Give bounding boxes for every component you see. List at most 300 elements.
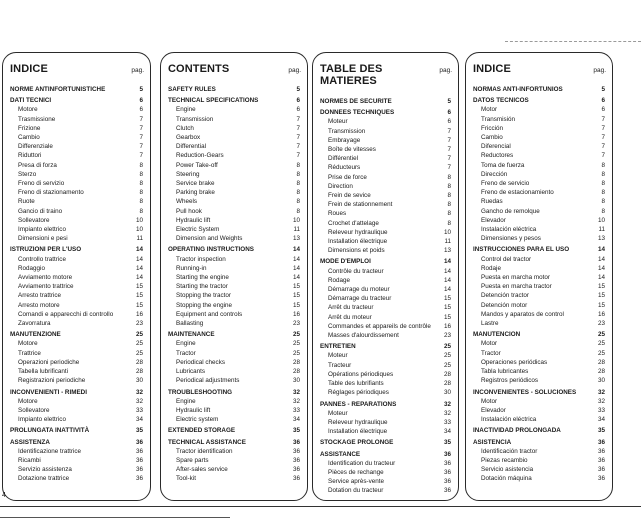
toc-entry-label: Contrôle du tracteur bbox=[328, 267, 384, 275]
toc-entry-label: ASSISTENZA bbox=[10, 438, 50, 446]
toc-entry-label: Releveur hydraulique bbox=[328, 228, 388, 236]
toc-entry-page: 8 bbox=[447, 219, 451, 227]
toc-item bbox=[473, 216, 606, 225]
toc-entry-label: Rodaggio bbox=[18, 264, 45, 272]
toc-entry-page: 32 bbox=[597, 388, 605, 396]
toc-entry-label: Wheels bbox=[176, 198, 197, 206]
toc-section bbox=[320, 97, 452, 106]
toc-entry-label: Réglages périodiques bbox=[328, 389, 389, 397]
toc-entry-label: Motor bbox=[481, 340, 498, 348]
toc-entry-page: 14 bbox=[597, 255, 605, 263]
toc-entry-label: Dotación máquina bbox=[481, 475, 532, 483]
toc-entry-page: 8 bbox=[139, 189, 143, 197]
toc-item bbox=[473, 133, 606, 142]
toc-item bbox=[320, 486, 452, 495]
toc-item bbox=[320, 209, 452, 218]
toc-entry-label: ENTRETIEN bbox=[320, 343, 356, 351]
toc-entry-page: 36 bbox=[597, 447, 605, 455]
toc-entry-page: 36 bbox=[443, 468, 451, 476]
toc-entry-label: Toma de fuerza bbox=[481, 161, 525, 169]
toc-item bbox=[168, 376, 301, 385]
toc-item bbox=[473, 151, 606, 160]
toc-entry-label: Operaciones periódicas bbox=[481, 358, 548, 366]
toc-entry-label: DATOS TECNICOS bbox=[473, 97, 529, 105]
toc-entry-label: Transmisión bbox=[481, 115, 516, 123]
toc-item bbox=[10, 358, 144, 367]
toc-item bbox=[10, 301, 144, 310]
toc-entry-label: NORME ANTINFORTUNISTICHE bbox=[10, 86, 106, 93]
toc-entry-page: 16 bbox=[135, 310, 143, 318]
toc-entry-label: Engine bbox=[176, 397, 196, 405]
toc-item bbox=[320, 127, 452, 136]
toc-entry-label: Transmission bbox=[328, 127, 366, 135]
toc-section bbox=[168, 85, 301, 94]
toc-item bbox=[473, 273, 606, 282]
toc-item bbox=[473, 291, 606, 300]
toc-item bbox=[168, 179, 301, 188]
toc-item bbox=[10, 197, 144, 206]
toc-entry-page: 5 bbox=[447, 98, 451, 105]
toc-item bbox=[168, 447, 301, 456]
toc-entry-label: Periodical adjustments bbox=[176, 377, 240, 385]
toc-entry-page: 15 bbox=[292, 292, 300, 300]
toc-entry-page: 25 bbox=[443, 352, 451, 360]
toc-entry-page: 8 bbox=[601, 161, 605, 169]
toc-item bbox=[10, 151, 144, 160]
toc-entry-label: Identification du tracteur bbox=[328, 459, 396, 467]
toc-entry-label: Dimension and Weights bbox=[176, 235, 243, 243]
toc-item bbox=[10, 397, 144, 406]
toc-entry-label: SAFETY RULES bbox=[168, 86, 216, 93]
toc-item bbox=[10, 291, 144, 300]
toc-item bbox=[10, 456, 144, 465]
toc-entry-page: 8 bbox=[139, 161, 143, 169]
toc-entry-label: Control del tractor bbox=[481, 255, 532, 263]
toc-entry-label: EXTENDED STORAGE bbox=[168, 427, 236, 435]
toc-entry-label: Crochet d'attelage bbox=[328, 219, 379, 227]
toc-entry-page: 6 bbox=[296, 106, 300, 114]
toc-entry-label: Operazioni periodiche bbox=[18, 358, 80, 366]
toc-item bbox=[10, 415, 144, 424]
toc-entry-label: Power Take-off bbox=[176, 161, 218, 169]
toc-item bbox=[320, 351, 452, 360]
toc-entry-page: 15 bbox=[292, 301, 300, 309]
toc-entry-label: Engine bbox=[176, 340, 196, 348]
toc-entry-page: 30 bbox=[443, 389, 451, 397]
toc-entry-page: 8 bbox=[296, 161, 300, 169]
toc-item bbox=[473, 234, 606, 243]
toc-entry-page: 8 bbox=[296, 189, 300, 197]
toc-entry-page: 35 bbox=[443, 439, 451, 447]
toc-entry-page: 8 bbox=[447, 201, 451, 209]
toc-item bbox=[320, 331, 452, 340]
toc-item bbox=[320, 322, 452, 331]
toc-entry-page: 8 bbox=[139, 180, 143, 188]
toc-section bbox=[10, 388, 144, 397]
toc-item bbox=[320, 388, 452, 397]
toc-item bbox=[168, 291, 301, 300]
toc-item bbox=[320, 418, 452, 427]
toc-item bbox=[473, 105, 606, 114]
toc-entry-page: 23 bbox=[443, 332, 451, 340]
toc-entry-page: 14 bbox=[135, 274, 143, 282]
toc-item bbox=[168, 358, 301, 367]
toc-entry-page: 34 bbox=[597, 416, 605, 424]
toc-entry-page: 14 bbox=[597, 264, 605, 272]
toc-entry-label: Tabella lubrificanti bbox=[18, 368, 69, 376]
toc-entry-label: Starting the tractor bbox=[176, 283, 228, 291]
toc-item bbox=[168, 339, 301, 348]
toc-entry-page: 11 bbox=[136, 235, 143, 243]
toc-item bbox=[168, 282, 301, 291]
toc-item bbox=[320, 313, 452, 322]
toc-entry-page: 7 bbox=[139, 152, 143, 160]
toc-item bbox=[320, 267, 452, 276]
toc-entry-label: Puesta en marcha tractor bbox=[481, 283, 552, 291]
toc-entry-page: 8 bbox=[139, 198, 143, 206]
toc-item bbox=[10, 124, 144, 133]
toc-entry-page: 15 bbox=[597, 292, 605, 300]
toc-item bbox=[10, 264, 144, 273]
toc-section bbox=[10, 426, 144, 435]
toc-entry-page: 7 bbox=[296, 143, 300, 151]
toc-entry-label: Zavorratura bbox=[18, 320, 51, 328]
toc-item bbox=[320, 219, 452, 228]
toc-entry-page: 14 bbox=[292, 246, 300, 254]
toc-entry-page: 25 bbox=[135, 331, 143, 339]
toc-entry-label: Transmission bbox=[176, 115, 214, 123]
toc-entry-label: Frizione bbox=[18, 124, 41, 132]
toc-entry-page: 7 bbox=[447, 136, 451, 144]
toc-section bbox=[168, 330, 301, 339]
toc-entry-page: 14 bbox=[597, 246, 605, 254]
toc-entry-label: PROLUNGATA INATTIVITÀ bbox=[10, 427, 90, 435]
toc-entry-label: Periodical checks bbox=[176, 358, 225, 366]
toc-entry-label: Frein de stationnement bbox=[328, 201, 393, 209]
toc-entry-page: 16 bbox=[443, 322, 451, 330]
toc-entry-page: 7 bbox=[601, 134, 605, 142]
toc-entry-label: Registros periódicos bbox=[481, 377, 539, 385]
toc-entry-page: 6 bbox=[601, 106, 605, 114]
toc-section bbox=[10, 245, 144, 254]
toc-entry-label: Impianto elettrico bbox=[18, 226, 66, 234]
toc-section bbox=[10, 85, 144, 94]
toc-item bbox=[473, 197, 606, 206]
toc-item bbox=[473, 142, 606, 151]
toc-entry-label: Dotation du tracteur bbox=[328, 487, 384, 495]
toc-entry-label: Masses d'alourdissement bbox=[328, 332, 399, 340]
toc-section bbox=[168, 426, 301, 435]
toc-entry-page: 7 bbox=[139, 134, 143, 142]
toc-entry-label: Instalación eléctrica bbox=[481, 226, 537, 234]
toc-item bbox=[168, 310, 301, 319]
toc-item bbox=[473, 358, 606, 367]
toc-entry-page: 14 bbox=[135, 255, 143, 263]
toc-entry-label: Sollevatore bbox=[18, 406, 50, 414]
toc-entry-page: 28 bbox=[292, 368, 300, 376]
toc-section bbox=[473, 85, 606, 94]
toc-entry-page: 36 bbox=[597, 475, 605, 483]
toc-entry-page: 28 bbox=[292, 358, 300, 366]
toc-item bbox=[473, 282, 606, 291]
toc-item bbox=[473, 339, 606, 348]
toc-entry-page: 15 bbox=[443, 295, 451, 303]
toc-entry-page: 23 bbox=[597, 320, 605, 328]
toc-entry-page: 8 bbox=[296, 170, 300, 178]
toc-entry-page: 7 bbox=[447, 146, 451, 154]
toc-entry-label: MAINTENANCE bbox=[168, 331, 215, 339]
toc-item bbox=[320, 468, 452, 477]
toc-item bbox=[10, 310, 144, 319]
toc-entry-label: Sterzo bbox=[18, 170, 37, 178]
toc-item bbox=[320, 154, 452, 163]
toc-section bbox=[10, 330, 144, 339]
toc-entry-page: 14 bbox=[292, 274, 300, 282]
toc-panel-english bbox=[160, 52, 308, 501]
toc-entry-label: Freno de estacionamiento bbox=[481, 189, 554, 197]
toc-entry-label: Tractor bbox=[176, 349, 196, 357]
toc-entry-label: Puesta en marcha motor bbox=[481, 274, 550, 282]
toc-entry-label: Avviamento trattrice bbox=[18, 283, 74, 291]
toc-section bbox=[168, 388, 301, 397]
toc-entry-page: 7 bbox=[601, 124, 605, 132]
toc-entry-page: 32 bbox=[443, 400, 451, 408]
toc-entry-page: 15 bbox=[443, 304, 451, 312]
toc-entry-page: 28 bbox=[135, 368, 143, 376]
toc-panel-italian bbox=[2, 52, 151, 501]
toc-item bbox=[473, 264, 606, 273]
toc-entry-page: 36 bbox=[135, 475, 143, 483]
toc-item bbox=[320, 200, 452, 209]
toc-item bbox=[473, 310, 606, 319]
toc-entry-label: Detención tractor bbox=[481, 292, 529, 300]
toc-item bbox=[168, 349, 301, 358]
toc-item bbox=[168, 188, 301, 197]
toc-item bbox=[10, 465, 144, 474]
page-column-label: pag. bbox=[288, 67, 301, 74]
toc-entry-page: 34 bbox=[292, 416, 300, 424]
toc-section bbox=[320, 108, 452, 117]
page-column-label: pag. bbox=[439, 67, 452, 74]
toc-entry-page: 6 bbox=[601, 97, 605, 105]
toc-entry-label: Servizio assistenza bbox=[18, 466, 72, 474]
toc-item bbox=[168, 465, 301, 474]
toc-item bbox=[10, 188, 144, 197]
toc-entry-label: INCONVENIENTI - RIMEDI bbox=[10, 388, 87, 396]
toc-entry-page: 7 bbox=[296, 124, 300, 132]
toc-entry-label: Piezas recambio bbox=[481, 456, 528, 464]
toc-entry-page: 8 bbox=[139, 207, 143, 215]
toc-entry-label: Réducteurs bbox=[328, 164, 361, 172]
toc-item bbox=[473, 397, 606, 406]
toc-header bbox=[473, 63, 606, 75]
toc-entry-page: 5 bbox=[296, 86, 300, 93]
toc-entry-label: Direction bbox=[328, 182, 353, 190]
toc-item bbox=[10, 406, 144, 415]
toc-item bbox=[168, 142, 301, 151]
toc-entry-label: Dimensions et poids bbox=[328, 247, 385, 255]
toc-entry-page: 7 bbox=[601, 115, 605, 123]
toc-entry-page: 8 bbox=[447, 182, 451, 190]
toc-section bbox=[320, 257, 452, 266]
toc-entry-label: Parking brake bbox=[176, 189, 215, 197]
toc-entry-page: 8 bbox=[601, 198, 605, 206]
toc-item bbox=[320, 117, 452, 126]
toc-entry-label: Electric System bbox=[176, 226, 220, 234]
toc-entry-page: 36 bbox=[443, 487, 451, 495]
toc-entry-label: Motor bbox=[481, 397, 498, 405]
toc-entry-page: 28 bbox=[443, 370, 451, 378]
toc-entry-page: 13 bbox=[443, 247, 451, 255]
toc-entry-label: Differenziale bbox=[18, 143, 53, 151]
toc-entry-label: Elevador bbox=[481, 216, 506, 224]
toc-item bbox=[168, 216, 301, 225]
toc-entry-label: Registrazioni periodiche bbox=[18, 377, 86, 385]
toc-entry-page: 36 bbox=[292, 447, 300, 455]
toc-entry-page: 7 bbox=[139, 115, 143, 123]
toc-panel-spanish bbox=[465, 52, 613, 501]
toc-section bbox=[168, 96, 301, 105]
toc-entry-page: 7 bbox=[601, 152, 605, 160]
toc-entry-label: Différentiel bbox=[328, 155, 358, 163]
toc-entry-label: Service brake bbox=[176, 180, 215, 188]
toc-entry-label: Stopping the tractor bbox=[176, 292, 231, 300]
toc-section bbox=[473, 438, 606, 447]
toc-entry-page: 36 bbox=[292, 456, 300, 464]
toc-item bbox=[10, 447, 144, 456]
toc-header bbox=[320, 63, 452, 87]
toc-item bbox=[168, 273, 301, 282]
toc-entry-label: Elevador bbox=[481, 406, 506, 414]
toc-item bbox=[320, 427, 452, 436]
toc-entry-page: 36 bbox=[292, 466, 300, 474]
toc-entry-page: 15 bbox=[292, 283, 300, 291]
toc-item bbox=[473, 161, 606, 170]
toc-item bbox=[168, 456, 301, 465]
toc-entry-label: Ruote bbox=[18, 198, 35, 206]
toc-entry-page: 25 bbox=[292, 349, 300, 357]
toc-item bbox=[10, 133, 144, 142]
toc-item bbox=[10, 255, 144, 264]
toc-entry-label: Frein de sevice bbox=[328, 192, 371, 200]
toc-entry-label: NORMES DE SECURITE bbox=[320, 98, 392, 105]
toc-item bbox=[168, 207, 301, 216]
toc-entry-label: Ballasting bbox=[176, 320, 204, 328]
toc-section bbox=[473, 330, 606, 339]
toc-entry-page: 14 bbox=[292, 255, 300, 263]
toc-entry-page: 25 bbox=[443, 361, 451, 369]
toc-entry-label: PANNES - REPARATIONS bbox=[320, 400, 397, 408]
toc-entry-page: 34 bbox=[443, 428, 451, 436]
toc-entry-page: 10 bbox=[443, 228, 451, 236]
toc-entry-label: Identificación tractor bbox=[481, 447, 538, 455]
toc-entry-page: 13 bbox=[597, 235, 605, 243]
toc-item bbox=[473, 415, 606, 424]
toc-entry-label: Starting the engine bbox=[176, 274, 229, 282]
toc-entry-page: 35 bbox=[292, 427, 300, 435]
toc-item bbox=[473, 349, 606, 358]
toc-entry-label: Arrêt du tracteur bbox=[328, 304, 374, 312]
toc-item bbox=[168, 415, 301, 424]
toc-entry-label: Freno de servicio bbox=[481, 180, 530, 188]
toc-entry-page: 28 bbox=[597, 358, 605, 366]
toc-entry-label: INACTIVIDAD PROLONGADA bbox=[473, 427, 561, 435]
toc-entry-label: Moteur bbox=[328, 409, 348, 417]
toc-entry-label: After-sales service bbox=[176, 466, 228, 474]
toc-entry-page: 15 bbox=[135, 292, 143, 300]
toc-entry-page: 34 bbox=[135, 416, 143, 424]
toc-entry-label: Impianto elettrico bbox=[18, 416, 66, 424]
toc-panel-french bbox=[312, 52, 459, 501]
toc-entry-label: Gearbox bbox=[176, 134, 201, 142]
toc-item bbox=[320, 173, 452, 182]
toc-section bbox=[10, 96, 144, 105]
toc-entry-label: TECHNICAL ASSISTANCE bbox=[168, 438, 246, 446]
toc-entry-label: Instalación eléctrica bbox=[481, 416, 537, 424]
toc-entry-page: 14 bbox=[597, 274, 605, 282]
toc-item bbox=[473, 376, 606, 385]
toc-entry-label: Freno di stazionamento bbox=[18, 189, 84, 197]
toc-section bbox=[320, 400, 452, 409]
toc-entry-page: 14 bbox=[292, 264, 300, 272]
toc-section bbox=[10, 438, 144, 447]
toc-entry-label: Clutch bbox=[176, 124, 194, 132]
toc-entry-page: 25 bbox=[597, 349, 605, 357]
toc-header bbox=[168, 63, 301, 75]
toc-entry-page: 8 bbox=[601, 207, 605, 215]
toc-entry-label: Riduttori bbox=[18, 152, 42, 160]
toc-entry-page: 32 bbox=[292, 388, 300, 396]
toc-entry-label: Dimensiones y pesos bbox=[481, 235, 541, 243]
toc-entry-page: 16 bbox=[597, 310, 605, 318]
toc-entry-page: 15 bbox=[597, 283, 605, 291]
toc-item bbox=[168, 115, 301, 124]
toc-entry-label: Diferencial bbox=[481, 143, 511, 151]
toc-entry-page: 7 bbox=[447, 155, 451, 163]
toc-entry-label: Motore bbox=[18, 397, 38, 405]
page-column-label: pag. bbox=[131, 67, 144, 74]
toc-entry-label: Differential bbox=[176, 143, 206, 151]
toc-entry-label: Table des lubrifiants bbox=[328, 380, 384, 388]
toc-entry-label: Tracteur bbox=[328, 361, 352, 369]
toc-entry-label: Boîte de vitesses bbox=[328, 146, 376, 154]
toc-entry-page: 36 bbox=[443, 450, 451, 458]
toc-entry-label: Moteur bbox=[328, 352, 348, 360]
toc-entry-page: 15 bbox=[135, 283, 143, 291]
toc-entry-page: 23 bbox=[292, 320, 300, 328]
toc-entry-page: 7 bbox=[601, 143, 605, 151]
toc-entry-page: 36 bbox=[443, 459, 451, 467]
toc-item bbox=[320, 459, 452, 468]
toc-entry-page: 14 bbox=[135, 264, 143, 272]
toc-entry-page: 36 bbox=[597, 456, 605, 464]
toc-item bbox=[473, 456, 606, 465]
toc-item bbox=[10, 234, 144, 243]
toc-entry-label: Reductores bbox=[481, 152, 514, 160]
toc-item bbox=[320, 276, 452, 285]
toc-entry-page: 10 bbox=[135, 216, 143, 224]
toc-entry-page: 8 bbox=[447, 210, 451, 218]
toc-entry-label: Rodaje bbox=[481, 264, 501, 272]
toc-entry-label: Dotazione trattrice bbox=[18, 475, 70, 483]
toc-item bbox=[168, 225, 301, 234]
toc-title: TABLE DES MATIERES bbox=[320, 63, 383, 87]
toc-title: CONTENTS bbox=[168, 63, 230, 75]
toc-entry-page: 32 bbox=[597, 397, 605, 405]
toc-entry-label: Controllo trattrice bbox=[18, 255, 66, 263]
toc-entry-page: 25 bbox=[597, 331, 605, 339]
toc-entry-label: NORMAS ANTI-INFORTUNIOS bbox=[473, 86, 563, 93]
